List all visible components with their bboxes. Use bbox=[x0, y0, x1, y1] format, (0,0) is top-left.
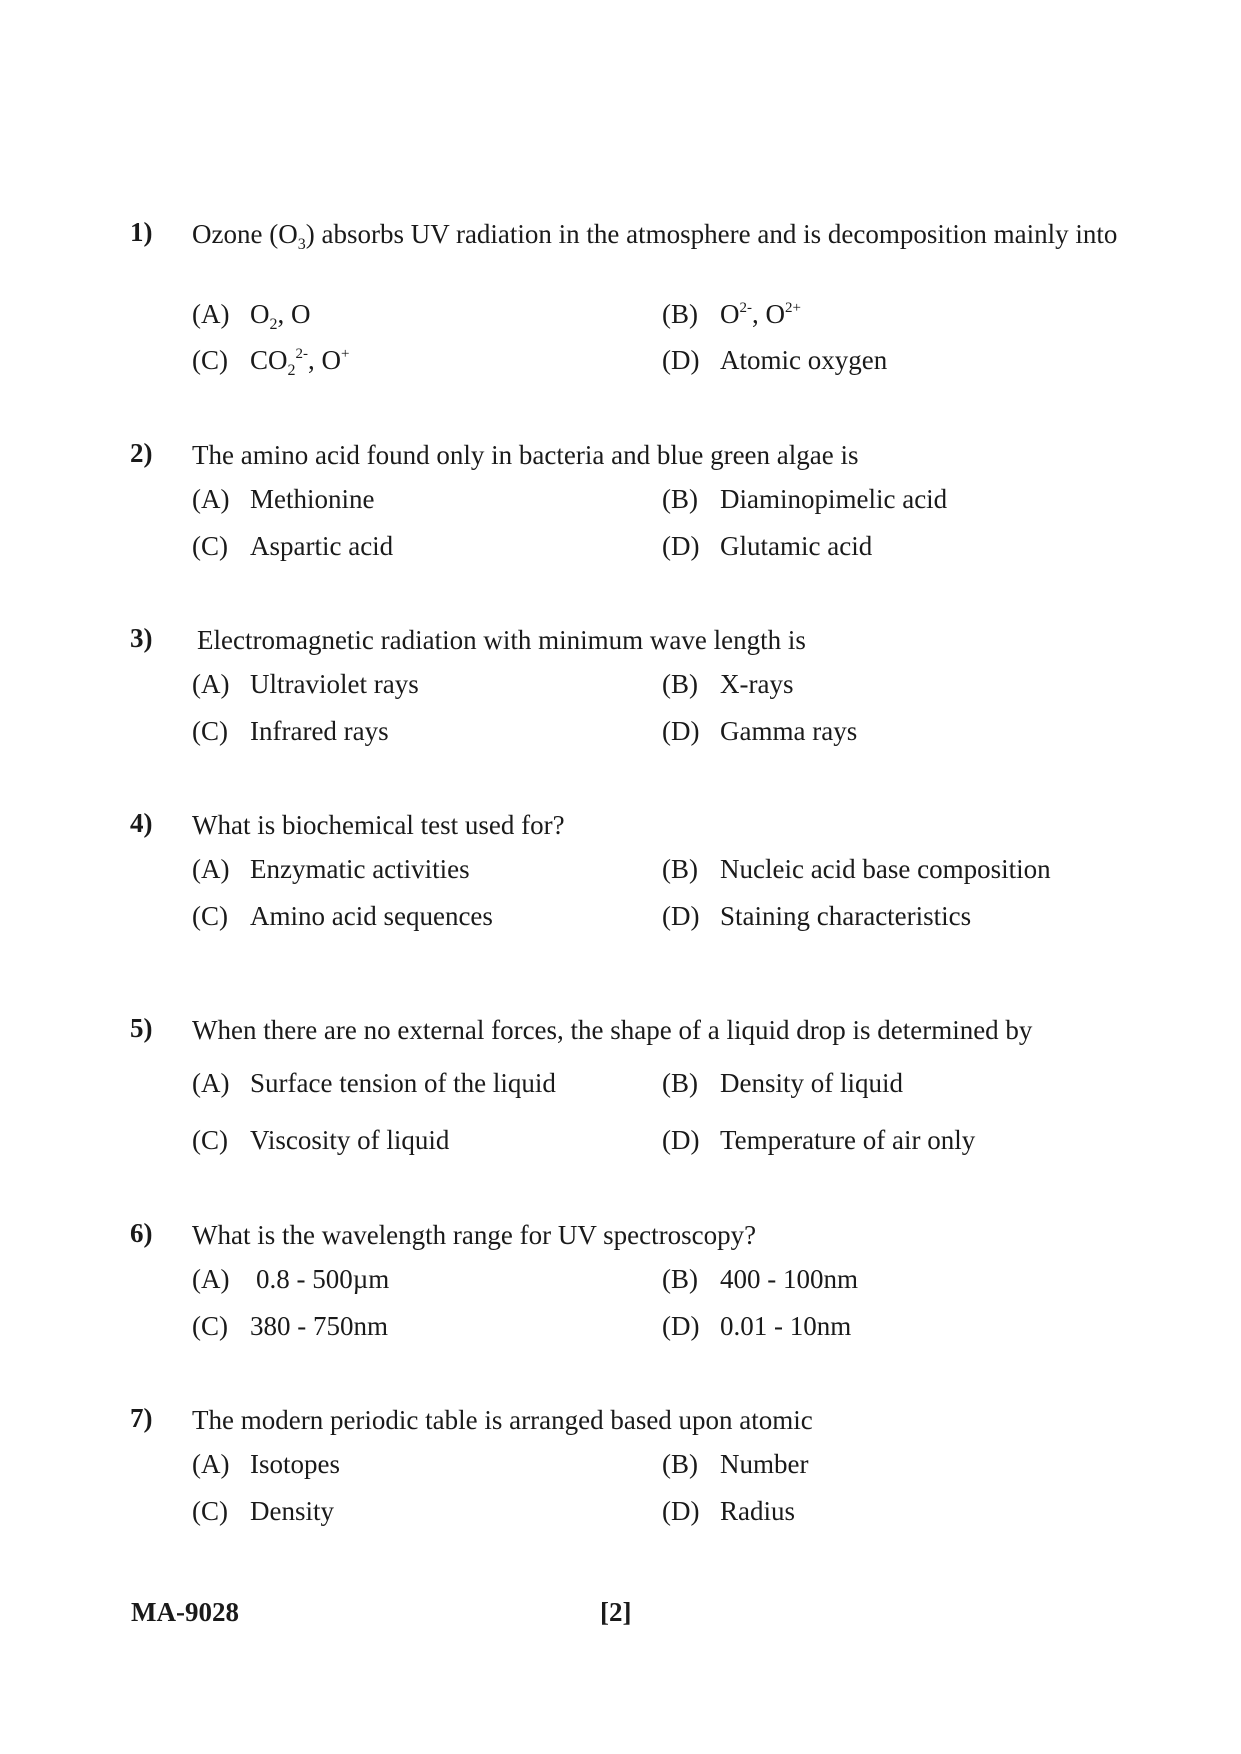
option-c: (C) Aspartic acid bbox=[192, 531, 394, 561]
paper-code: MA-9028 bbox=[131, 1597, 239, 1627]
option-d: (D) 0.01 - 10nm bbox=[662, 1311, 852, 1341]
question-number: 2) bbox=[130, 438, 153, 468]
question-text: What is the wavelength range for UV spectroscopy? bbox=[192, 1220, 757, 1250]
option-d: (D) Staining characteristics bbox=[662, 901, 972, 931]
option-b: (B) Diaminopimelic acid bbox=[662, 484, 948, 514]
option-d: (D) Gamma rays bbox=[662, 716, 858, 746]
question-text: The amino acid found only in bacteria and blue green algae is bbox=[192, 440, 859, 470]
question-text: The modern periodic table is arranged based upon atomic bbox=[192, 1405, 813, 1435]
option-a: (A) Isotopes bbox=[192, 1449, 340, 1479]
question-text: Ozone $(O_3)$ absorbs UV radiation in the atmosphere and is decomposition mainly into bbox=[192, 219, 1118, 253]
option-d: (D) Atomic oxygen bbox=[662, 345, 888, 375]
question-text: What is biochemical test used for? bbox=[192, 810, 565, 840]
option-a: (A) 0.8 - 500µm bbox=[192, 1264, 390, 1294]
option-b: (B) Nucleic acid base composition bbox=[662, 854, 1051, 884]
question-number: 4) bbox=[130, 808, 153, 838]
option-c: (C) Amino acid sequences bbox=[192, 901, 493, 931]
option-a: (A) Ultraviolet rays bbox=[192, 669, 419, 699]
option-a: (A) Surface tension of the liquid bbox=[192, 1068, 556, 1098]
option-b: (B) Number bbox=[662, 1449, 809, 1479]
question-number: 5) bbox=[130, 1013, 153, 1043]
option-b: (B) 400 - 100nm bbox=[662, 1264, 858, 1294]
question-number: 6) bbox=[130, 1218, 153, 1248]
option-b: (B) X-rays bbox=[662, 669, 794, 699]
option-b: (B) $O^{2-}$, $O^{2+}$ bbox=[662, 299, 801, 329]
option-c: (C) Infrared rays bbox=[192, 716, 389, 746]
question-number: 1) bbox=[130, 217, 153, 247]
question-text: When there are no external forces, the shape of a liquid drop is determined by bbox=[192, 1015, 1033, 1045]
question-number: 7) bbox=[130, 1403, 153, 1433]
option-a: (A) Methionine bbox=[192, 484, 375, 514]
option-c: (C) 380 - 750nm bbox=[192, 1311, 388, 1341]
option-c: (C) Density bbox=[192, 1496, 334, 1526]
question-number: 3) bbox=[130, 623, 153, 653]
option-a: (A) $O_2$, O bbox=[192, 299, 311, 333]
page-number: [2] bbox=[600, 1597, 632, 1627]
option-d: (D) Radius bbox=[662, 1496, 796, 1526]
option-d: (D) Glutamic acid bbox=[662, 531, 873, 561]
option-a: (A) Enzymatic activities bbox=[192, 854, 470, 884]
option-d: (D) Temperature of air only bbox=[662, 1125, 976, 1155]
option-c: (C) $CO_2^{2-}$, O+ bbox=[192, 345, 350, 379]
option-c: (C) Viscosity of liquid bbox=[192, 1125, 450, 1155]
option-b: (B) Density of liquid bbox=[662, 1068, 903, 1098]
question-text: Electromagnetic radiation with minimum wave length is bbox=[197, 625, 806, 655]
